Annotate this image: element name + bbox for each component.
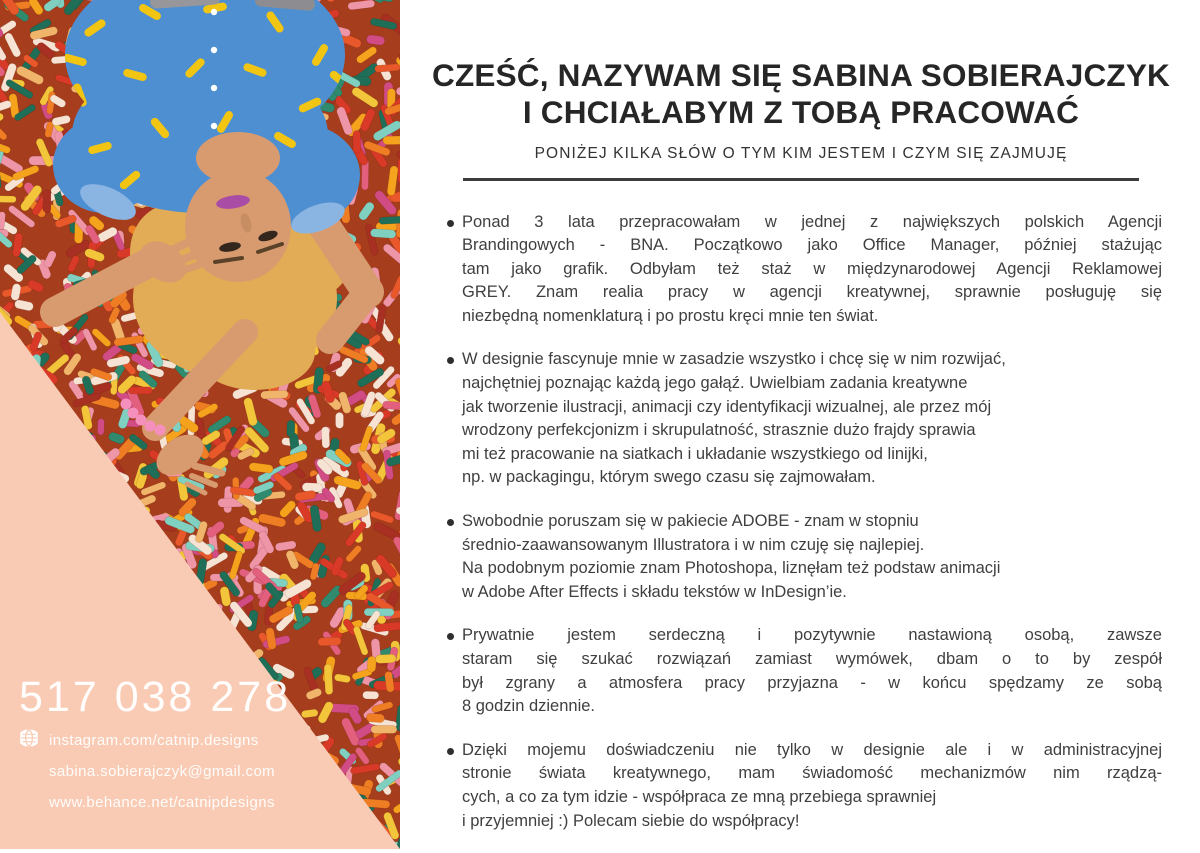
contact-label: www.behance.net/catnipdesigns xyxy=(49,794,275,811)
phone-number: 517 038 278 xyxy=(19,676,291,719)
contact-item-instagram[interactable] xyxy=(20,729,275,751)
bullet-line: 8 godzin dziennie. xyxy=(462,695,1162,719)
bullet-item xyxy=(420,624,1182,718)
page-title-line1: CZEŚĆ, NAZYWAM SIĘ SABINA SOBIERAJCZYK xyxy=(432,57,1170,93)
bullet-line: stronie świata kreatywnego, mam świadomość mechanizmów nim rządzą- xyxy=(462,762,1162,786)
bullet-line: w Adobe After Effects i składu tekstów w InDesign’ie. xyxy=(462,581,1162,605)
bullet-line: Brandingowych - BNA. Początkowo jako Office Manager, później stażując xyxy=(462,234,1162,258)
bullet-line: W designie fascynuje mnie w zasadzie wszystko i chcę się w nim rozwijać, xyxy=(462,348,1162,372)
email-icon xyxy=(20,762,38,780)
bullet-dot xyxy=(447,633,454,640)
bullet-text xyxy=(462,510,1162,604)
bullet-text xyxy=(462,211,1162,329)
bullet-text xyxy=(462,624,1162,718)
bullet-line: niezbędną nomenklaturą i po prostu kręci mnie ten świat. xyxy=(462,305,1162,329)
bullet-line: np. w packagingu, którym swego czasu się zajmowałam. xyxy=(462,466,1162,490)
bullet-line: i przyjemniej :) Polecam siebie do współpracy! xyxy=(462,810,1162,834)
contact-block xyxy=(0,0,400,849)
bullet-line: Ponad 3 lata przepracowałam w jednej z największych polskich Agencji xyxy=(462,211,1162,235)
bullet-line: jak tworzenie ilustracji, animacji czy identyfikacji wizualnej, ale przez mój xyxy=(462,396,1162,420)
bullet-line: tam jako grafik. Odbyłam też staż w międzynarodowej Agencji Reklamowej xyxy=(462,258,1162,282)
page-title-line2: I CHCIAŁABYM Z TOBĄ PRACOWAĆ xyxy=(523,94,1079,130)
bullet-line: cych, a co za tym idzie - współpraca ze mną przebiega sprawniej xyxy=(462,786,1162,810)
bullet-dot xyxy=(447,357,454,364)
bullet-line: średnio-zaawansowanym Illustratora i w nim czuję się najlepiej. xyxy=(462,534,1162,558)
bullet-line: wrodzony perfekcjonizm i skrupulatność, strasznie dużo frajdy sprawia xyxy=(462,419,1162,443)
hero-photo xyxy=(0,0,400,849)
bullet-text xyxy=(462,348,1162,490)
bullet-item xyxy=(420,348,1182,490)
bullet-item xyxy=(420,510,1182,604)
bullet-dot xyxy=(447,748,454,755)
page-subtitle: PONIŻEJ KILKA SŁÓW O TYM KIM JESTEM I CZYM SIĘ ZAJMUJĘ xyxy=(420,145,1182,163)
bullet-line: staram się szukać rozwiązań zamiast wymówek, dbam o to by zespół xyxy=(462,648,1162,672)
bullet-item xyxy=(420,211,1182,329)
about-bullets xyxy=(420,211,1182,834)
bullet-line: najchętniej poznając każdą jego gałąź. Uwielbiam zadania kreatywne xyxy=(462,372,1162,396)
bullet-dot xyxy=(447,519,454,526)
bullet-dot xyxy=(447,220,454,227)
contact-item-email[interactable] xyxy=(20,760,275,782)
bullet-text xyxy=(462,739,1162,833)
about-section xyxy=(420,57,1182,853)
contact-label: instagram.com/catnip.designs xyxy=(49,732,259,749)
divider-line xyxy=(463,178,1139,181)
contact-label: sabina.sobierajczyk@gmail.com xyxy=(49,763,275,780)
globe-icon xyxy=(20,793,38,811)
contact-item-website[interactable] xyxy=(20,791,275,813)
bullet-line: mi też pracowanie na siatkach i układanie wszystkiego od linijki, xyxy=(462,443,1162,467)
bullet-line: Dzięki mojemu doświadczeniu nie tylko w designie ale i w administracyjnej xyxy=(462,739,1162,763)
bullet-line: Na podobnym poziomie znam Photoshopa, liznęłam też podstaw animacji xyxy=(462,557,1162,581)
contact-rows xyxy=(20,729,275,822)
bullet-line: GREY. Znam realia pracy w agencji kreatywnej, sprawnie posługuję się xyxy=(462,281,1162,305)
bullet-line: Prywatnie jestem serdeczną i pozytywnie nastawioną osobą, zawsze xyxy=(462,624,1162,648)
page-title xyxy=(420,57,1182,131)
bullet-line: był zgrany a atmosfera pracy przyjazna - w końcu spędzamy ze sobą xyxy=(462,672,1162,696)
bullet-line: Swobodnie poruszam się w pakiecie ADOBE - znam w stopniu xyxy=(462,510,1162,534)
bullet-item xyxy=(420,739,1182,833)
